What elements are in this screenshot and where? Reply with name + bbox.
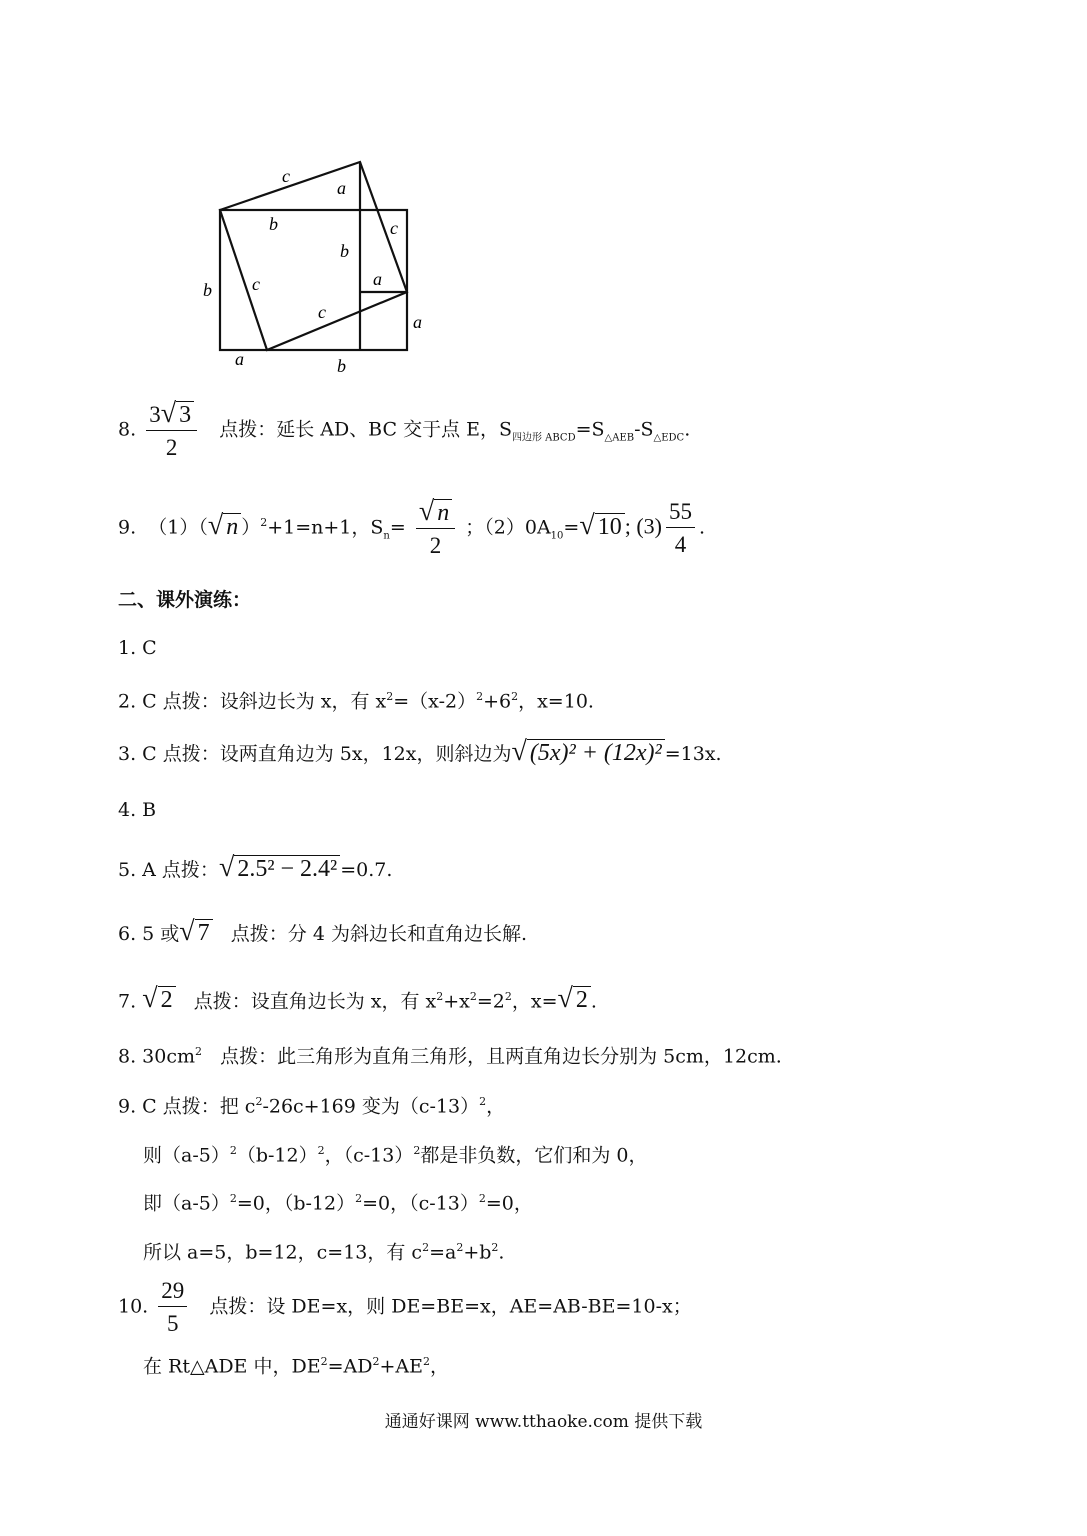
exercise-9-line2: 则$(a-5)^2(b-12)^2$，$(c-13)^2$都是非负数，它们和为 0， [143, 1144, 648, 1167]
exercise-8: 8. $30cm^2$ 点拨：此三角形为直角三角形，且两直角边长分别为 5cm，12cm. [118, 1045, 782, 1068]
exercise-7: 7. √ 2 点拨：设直角边长为 x，有 $x^2+x^2=2^2$，x= √ 2 . [118, 983, 597, 1015]
exercise-9-line3: 即$(a-5)^2=0$，$(b-12)^2=0$，$(c-13)^2=0$， [143, 1192, 533, 1215]
label-b-mid: b [269, 214, 278, 234]
label-a-bottom: a [235, 349, 244, 369]
item-number: 8. [118, 418, 137, 441]
label-a-top: a [337, 178, 346, 198]
answer-8: 8. 3 √ 3 2 点拨：延长 AD、BC 交于点 E，$S_{四边形 ABCD}=S_{\triangle AEB}-S_{\triangle EDC}$. [118, 398, 691, 460]
fraction: 3 √ 3 2 [146, 400, 197, 461]
label-c-left: c [252, 274, 260, 294]
exercise-2: 2. C 点拨：设斜边长为 x，有 $x^2=(x-2)^2+6^2$，x=10. [118, 690, 594, 713]
exercise-6: 6. 5 或 √ 7 点拨：分 4 为斜边长和直角边长解. [118, 916, 528, 947]
tilted-square [220, 162, 407, 350]
label-b-vert: b [340, 241, 349, 261]
exercise-1: 1. C [118, 637, 157, 659]
exercise-5: 5. A 点拨： √ 2.5² − 2.4² =0.7. [118, 852, 393, 883]
section-title: 二、课外演练： [118, 589, 252, 611]
answer-9: 9. （1）（ √ n ）$^2$+1=n+1，$S_n=$ √ n 2 ；$(2)0A_{10}=$ √ 10 ; (3) $\frac{55}{4}$ . [118, 496, 706, 558]
exercise-10: 10. $\frac{29}{5}$ 点拨：设 DE=x，则 DE=BE=x，AE=AB-BE=10-x； [118, 1278, 692, 1336]
pythagoras-figure [185, 150, 445, 380]
exercise-3: 3. C 点拨：设两直角边为 5x，12x，则斜边为 √ (5x)² + (12x)² =13x. [118, 736, 722, 767]
label-a-right: a [413, 312, 422, 332]
exercise-10-line2: 在 Rt△ADE 中，$DE^2=AD^2+AE^2$， [143, 1355, 449, 1378]
label-b-left: b [203, 280, 212, 300]
page-footer: 通通好课网 www.tthaoke.com 提供下载 [384, 1412, 703, 1432]
label-c-diag: c [318, 302, 326, 322]
exercise-9-line1: 9. C 点拨：把 $c^2-26c+169$ 变为$(c-13)^2$， [118, 1095, 506, 1118]
label-b-bottom: b [337, 356, 346, 376]
label-a-small: a [373, 269, 382, 289]
label-c-top: c [282, 166, 290, 186]
exercise-4: 4. B [118, 799, 157, 821]
exercise-9-line4: 所以 a=5，b=12，c=13，有 $c^2=a^2+b^2$. [143, 1241, 505, 1264]
label-c-right: c [390, 218, 398, 238]
